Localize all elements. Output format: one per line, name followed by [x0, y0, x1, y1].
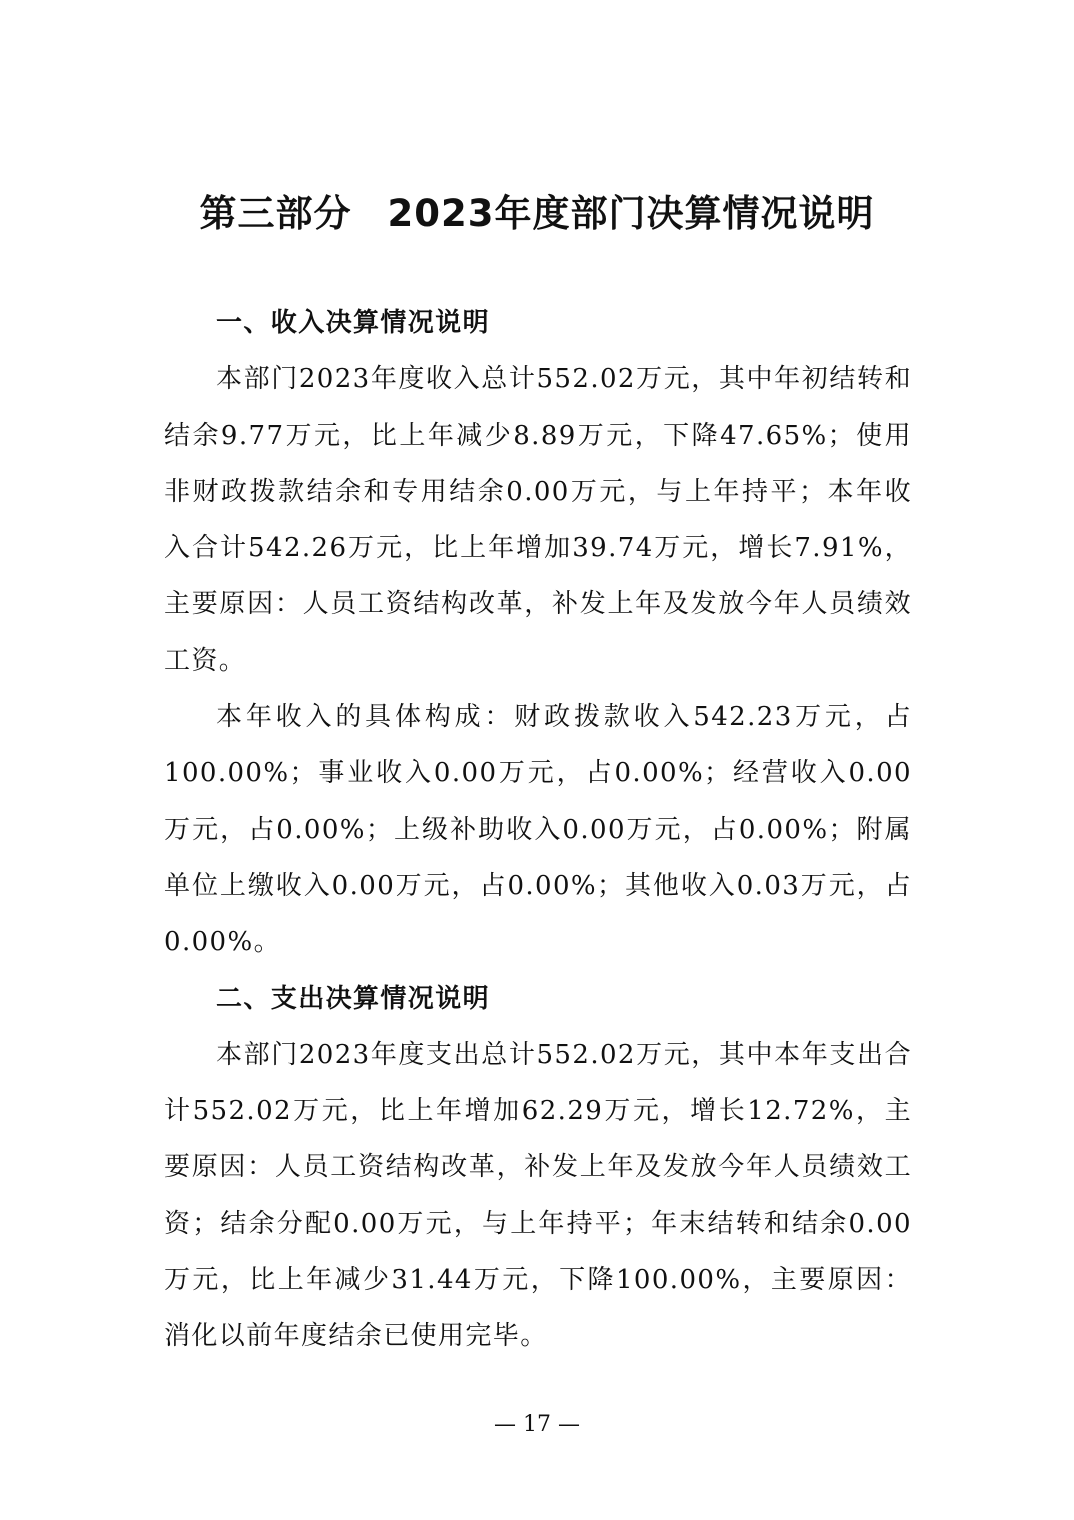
- income-paragraph-1: 本部门2023年度收入总计552.02万元，其中年初结转和结余9.77万元，比上年减少8.89万元，下降47.65%；使用非财政拨款结余和专用结余0.00万元，与上年持平；本年收入合计542.26万元，比上年增加39.74万元，增长7.91%，主要原因：人员工资结构改革，补发上年及发放今年人员绩效工资。: [164, 364, 912, 676]
- section-heading-expenditure: 二、支出决算情况说明: [216, 983, 491, 1014]
- page-number: — 17 —: [494, 1412, 580, 1437]
- document-body: [164, 295, 912, 1365]
- title-text: 2023年度部门决算情况说明: [387, 192, 875, 235]
- expenditure-paragraph-1: 本部门2023年度支出总计552.02万元，其中本年支出合计552.02万元，比上年增加62.29万元，增长12.72%，主要原因：人员工资结构改革，补发上年及发放今年人员绩效工资；结余分配0.00万元，与上年持平；年末结转和结余0.00万元，比上年减少31.44万元，下降100.00%，主要原因：消化以前年度结余已使用完毕。: [164, 1039, 912, 1352]
- section-heading-income: 一、收入决算情况说明: [216, 308, 491, 338]
- title-part: 第三部分: [199, 192, 352, 235]
- page-title: [0, 186, 1074, 242]
- income-paragraph-2: 本年收入的具体构成：财政拨款收入542.23万元，占100.00%；事业收入0.00万元，占0.00%；经营收入0.00万元，占0.00%；上级补助收入0.00万元，占0.00%；附属单位上缴收入0.00万元，占0.00%；其他收入0.03万元，占0.00%。: [164, 702, 912, 958]
